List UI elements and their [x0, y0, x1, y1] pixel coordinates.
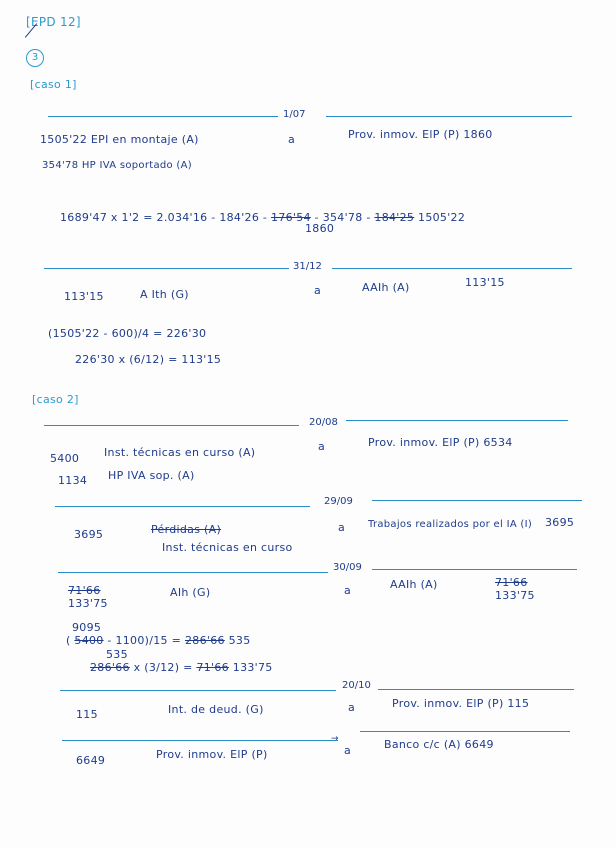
- entry-date: 30/09: [333, 562, 362, 573]
- calc-middle: - 1100)/15 =: [107, 634, 182, 647]
- calc-result: 535: [228, 634, 251, 647]
- entry-date: 1/07: [283, 109, 306, 120]
- calc-struck: 176'54: [271, 211, 311, 224]
- debit-amount: 115: [76, 708, 98, 721]
- struck-account: Pérdidas (A): [151, 523, 222, 536]
- a-connector: a: [348, 701, 356, 714]
- credit-account: AAIh (A): [362, 281, 410, 294]
- caso1-label: [caso 1]: [30, 78, 77, 91]
- a-connector: a: [344, 744, 352, 757]
- calc-prefix: (: [66, 634, 71, 647]
- entry-separator: [346, 420, 568, 421]
- a-connector: a: [338, 521, 346, 534]
- epd-title: [EPD 12]: [26, 15, 81, 29]
- a-connector: a: [318, 440, 326, 453]
- entry-separator: [332, 268, 572, 269]
- credit-struck: 71'66: [495, 576, 528, 589]
- entry-separator: [58, 572, 328, 573]
- debit-amount: 5400: [50, 452, 80, 465]
- exercise-number: 3: [26, 49, 44, 67]
- entry-separator: [372, 569, 577, 570]
- debit-account: Inst. técnicas en curso: [162, 541, 293, 554]
- calc-line: [66, 634, 251, 647]
- debit-account: Inst. técnicas en curso (A): [104, 446, 256, 459]
- entry-separator: [44, 268, 289, 269]
- entry-separator: [55, 506, 310, 507]
- calc-line: [90, 661, 273, 674]
- calc-top: 9095: [72, 621, 102, 634]
- debit-line: 354'78 HP IVA soportado (A): [42, 160, 192, 171]
- entry-separator: [48, 116, 278, 117]
- debit-amount: 113'15: [64, 290, 104, 303]
- credit-account: AAIh (A): [390, 578, 438, 591]
- calc-struck: 184'25: [374, 211, 415, 224]
- entry-separator: [360, 731, 570, 732]
- debit-amount: 3695: [74, 528, 104, 541]
- a-connector: a: [288, 133, 296, 146]
- a-connector: a: [344, 584, 352, 597]
- entry-separator: [372, 500, 582, 501]
- debit-account: AIh (G): [170, 586, 211, 599]
- debit-amount: 6649: [76, 754, 106, 767]
- debit-account: A Ith (G): [140, 288, 189, 301]
- debit-line: 1505'22 EPI en montaje (A): [40, 133, 199, 146]
- a-connector: a: [314, 284, 322, 297]
- entry-separator: [62, 740, 338, 741]
- debit-account: Int. de deud. (G): [168, 703, 264, 716]
- entry-separator: [378, 689, 574, 690]
- calc-struck: 286'66: [90, 661, 130, 674]
- calc-middle: x (3/12) =: [133, 661, 193, 674]
- calc-result: 133'75: [232, 661, 273, 674]
- credit-line: Prov. inmov. ElP (P) 1860: [348, 128, 493, 141]
- credit-amount: 133'75: [495, 589, 535, 602]
- entry-date: 31/12: [293, 261, 322, 272]
- credit-amount: 3695: [545, 516, 575, 529]
- debit-amount: 133'75: [68, 597, 108, 610]
- entry-date: 20/10: [342, 680, 371, 691]
- debit-struck: 71'66: [68, 584, 101, 597]
- calc-below: 1860: [305, 222, 335, 235]
- caso2-label: [caso 2]: [32, 393, 79, 406]
- calc-middle: - 354'78 -: [314, 211, 371, 224]
- arrow-icon: →: [331, 734, 339, 744]
- calc-above: 535: [106, 648, 128, 661]
- debit-amount: 1134: [58, 474, 88, 487]
- calc-line: (1505'22 - 600)/4 = 226'30: [48, 327, 207, 340]
- calc-struck: 71'66: [196, 661, 229, 674]
- calc-prefix: 1689'47 x 1'2 = 2.034'16 - 184'26 -: [60, 211, 268, 224]
- entry-separator: [326, 116, 572, 117]
- entry-date: 29/09: [324, 496, 353, 507]
- calc-result: 1505'22: [418, 211, 466, 224]
- calc-line: [60, 211, 465, 224]
- calc-struck: 286'66: [184, 634, 225, 647]
- debit-account: HP IVA sop. (A): [108, 469, 195, 482]
- entry-separator: [44, 425, 299, 426]
- calc-line: 226'30 x (6/12) = 113'15: [75, 353, 222, 366]
- credit-line: Prov. inmov. ElP (P) 6534: [368, 436, 513, 449]
- credit-line: Prov. inmov. ElP (P) 115: [392, 697, 530, 710]
- credit-amount: 113'15: [465, 276, 505, 289]
- entry-separator: [60, 690, 336, 691]
- calc-struck: 5400: [74, 634, 104, 647]
- debit-account: Prov. inmov. ElP (P): [156, 748, 268, 761]
- credit-account: Trabajos realizados por el IA (I): [368, 519, 533, 530]
- credit-line: Banco c/c (A) 6649: [384, 738, 494, 751]
- entry-date: 20/08: [309, 417, 338, 428]
